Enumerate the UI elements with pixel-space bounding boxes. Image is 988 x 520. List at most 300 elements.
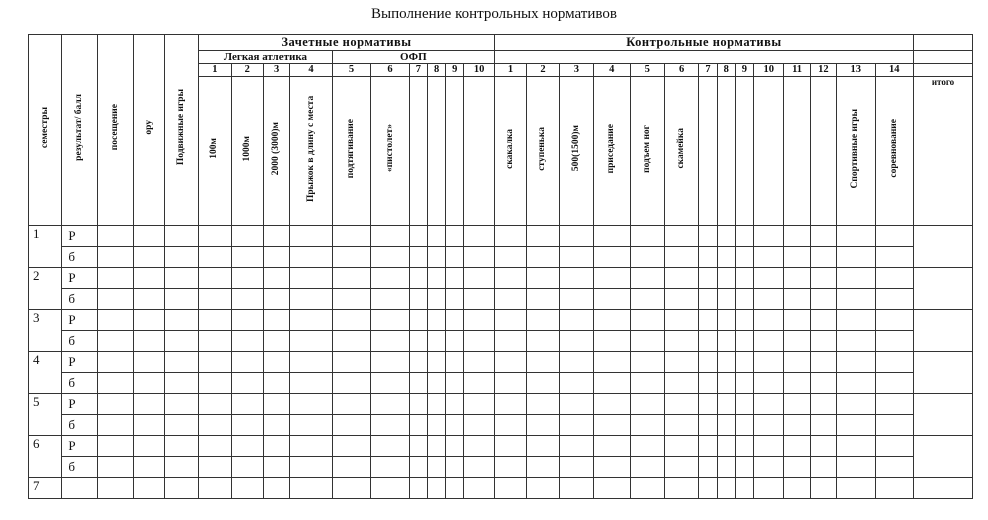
table-cell[interactable]: [409, 352, 427, 373]
table-cell[interactable]: [332, 415, 370, 436]
table-cell[interactable]: [717, 289, 735, 310]
table-cell[interactable]: [290, 331, 333, 352]
table-cell[interactable]: [134, 268, 164, 289]
table-cell[interactable]: [699, 394, 717, 415]
table-cell[interactable]: [875, 436, 913, 457]
table-cell[interactable]: [446, 268, 464, 289]
table-cell[interactable]: [199, 415, 231, 436]
table-cell[interactable]: [199, 289, 231, 310]
table-cell[interactable]: [97, 415, 133, 436]
table-cell[interactable]: [559, 478, 593, 499]
table-cell[interactable]: [594, 310, 630, 331]
table-cell[interactable]: [664, 373, 698, 394]
table-cell[interactable]: [784, 478, 810, 499]
table-cell[interactable]: [494, 289, 526, 310]
table-cell[interactable]: [837, 352, 875, 373]
table-cell[interactable]: [231, 478, 263, 499]
table-cell[interactable]: [735, 331, 753, 352]
total-cell[interactable]: [914, 352, 973, 394]
table-cell[interactable]: [446, 394, 464, 415]
table-cell[interactable]: [527, 373, 559, 394]
table-cell[interactable]: [837, 331, 875, 352]
table-cell[interactable]: [371, 415, 409, 436]
table-cell[interactable]: [494, 247, 526, 268]
table-cell[interactable]: [664, 415, 698, 436]
table-cell[interactable]: [699, 289, 717, 310]
table-cell[interactable]: [494, 352, 526, 373]
table-cell[interactable]: [464, 247, 494, 268]
table-cell[interactable]: [784, 352, 810, 373]
table-cell[interactable]: [263, 289, 289, 310]
table-cell[interactable]: [527, 289, 559, 310]
table-cell[interactable]: [97, 247, 133, 268]
table-cell[interactable]: [97, 268, 133, 289]
table-cell[interactable]: [97, 331, 133, 352]
table-cell[interactable]: [371, 478, 409, 499]
table-cell[interactable]: [332, 226, 370, 247]
table-cell[interactable]: [735, 415, 753, 436]
table-cell[interactable]: [559, 352, 593, 373]
table-cell[interactable]: [231, 289, 263, 310]
table-cell[interactable]: [717, 457, 735, 478]
table-cell[interactable]: [263, 226, 289, 247]
table-cell[interactable]: [594, 331, 630, 352]
table-cell[interactable]: [594, 394, 630, 415]
table-cell[interactable]: [754, 226, 784, 247]
table-cell[interactable]: [409, 436, 427, 457]
table-cell[interactable]: [784, 247, 810, 268]
table-cell[interactable]: [332, 268, 370, 289]
table-cell[interactable]: [231, 247, 263, 268]
table-cell[interactable]: [717, 478, 735, 499]
table-cell[interactable]: [664, 352, 698, 373]
table-cell[interactable]: [164, 352, 198, 373]
table-cell[interactable]: [735, 268, 753, 289]
table-cell[interactable]: [199, 373, 231, 394]
table-cell[interactable]: [371, 310, 409, 331]
table-cell[interactable]: [810, 478, 836, 499]
table-cell[interactable]: [559, 310, 593, 331]
table-cell[interactable]: [664, 436, 698, 457]
table-cell[interactable]: [427, 415, 445, 436]
table-cell[interactable]: [464, 331, 494, 352]
table-cell[interactable]: [134, 289, 164, 310]
table-cell[interactable]: [754, 394, 784, 415]
table-cell[interactable]: [875, 268, 913, 289]
table-cell[interactable]: [784, 331, 810, 352]
table-cell[interactable]: [754, 247, 784, 268]
table-cell[interactable]: [594, 415, 630, 436]
table-cell[interactable]: [427, 352, 445, 373]
table-cell[interactable]: [263, 478, 289, 499]
table-cell[interactable]: [164, 247, 198, 268]
table-cell[interactable]: [699, 373, 717, 394]
table-cell[interactable]: [754, 352, 784, 373]
table-cell[interactable]: [290, 310, 333, 331]
table-cell[interactable]: [754, 478, 784, 499]
table-cell[interactable]: [875, 289, 913, 310]
table-cell[interactable]: [464, 415, 494, 436]
table-cell[interactable]: [754, 415, 784, 436]
table-cell[interactable]: [664, 331, 698, 352]
table-cell[interactable]: [290, 226, 333, 247]
table-cell[interactable]: [837, 394, 875, 415]
table-cell[interactable]: [409, 415, 427, 436]
table-cell[interactable]: [164, 394, 198, 415]
table-cell[interactable]: [134, 352, 164, 373]
table-cell[interactable]: [559, 247, 593, 268]
table-cell[interactable]: [717, 415, 735, 436]
table-cell[interactable]: [409, 331, 427, 352]
table-cell[interactable]: [134, 457, 164, 478]
table-cell[interactable]: [290, 415, 333, 436]
table-cell[interactable]: [332, 352, 370, 373]
table-cell[interactable]: [630, 373, 664, 394]
table-cell[interactable]: [754, 436, 784, 457]
table-cell[interactable]: [717, 268, 735, 289]
table-cell[interactable]: [134, 394, 164, 415]
table-cell[interactable]: [735, 289, 753, 310]
table-cell[interactable]: [494, 268, 526, 289]
table-cell[interactable]: [409, 310, 427, 331]
table-cell[interactable]: [875, 478, 913, 499]
table-cell[interactable]: [199, 268, 231, 289]
table-cell[interactable]: [231, 415, 263, 436]
table-cell[interactable]: [409, 373, 427, 394]
table-cell[interactable]: [464, 289, 494, 310]
table-cell[interactable]: [735, 436, 753, 457]
table-cell[interactable]: [810, 268, 836, 289]
total-cell[interactable]: [914, 394, 973, 436]
table-cell[interactable]: [837, 478, 875, 499]
table-cell[interactable]: [494, 436, 526, 457]
table-cell[interactable]: [559, 415, 593, 436]
table-cell[interactable]: [559, 436, 593, 457]
table-cell[interactable]: [810, 310, 836, 331]
table-cell[interactable]: [464, 373, 494, 394]
table-cell[interactable]: [754, 373, 784, 394]
table-cell[interactable]: [427, 373, 445, 394]
table-cell[interactable]: [231, 394, 263, 415]
table-cell[interactable]: [164, 268, 198, 289]
table-cell[interactable]: [464, 436, 494, 457]
table-cell[interactable]: [134, 478, 164, 499]
table-cell[interactable]: [290, 247, 333, 268]
table-cell[interactable]: [784, 373, 810, 394]
table-cell[interactable]: [754, 457, 784, 478]
table-cell[interactable]: [134, 436, 164, 457]
table-cell[interactable]: [527, 436, 559, 457]
table-cell[interactable]: [875, 226, 913, 247]
table-cell[interactable]: [164, 373, 198, 394]
table-cell[interactable]: [594, 247, 630, 268]
table-cell[interactable]: [594, 373, 630, 394]
table-cell[interactable]: [810, 415, 836, 436]
table-cell[interactable]: [427, 289, 445, 310]
table-cell[interactable]: [199, 478, 231, 499]
table-cell[interactable]: [527, 247, 559, 268]
table-cell[interactable]: [784, 457, 810, 478]
table-cell[interactable]: [97, 394, 133, 415]
table-cell[interactable]: [630, 478, 664, 499]
table-cell[interactable]: [630, 310, 664, 331]
table-cell[interactable]: [875, 247, 913, 268]
table-cell[interactable]: [784, 310, 810, 331]
table-cell[interactable]: [699, 478, 717, 499]
table-cell[interactable]: [263, 352, 289, 373]
table-cell[interactable]: [97, 478, 133, 499]
table-cell[interactable]: [427, 331, 445, 352]
table-cell[interactable]: [164, 478, 198, 499]
table-cell[interactable]: [699, 457, 717, 478]
table-cell[interactable]: [164, 331, 198, 352]
table-cell[interactable]: [164, 415, 198, 436]
table-cell[interactable]: [875, 331, 913, 352]
table-cell[interactable]: [231, 436, 263, 457]
table-cell[interactable]: [594, 352, 630, 373]
table-cell[interactable]: [630, 457, 664, 478]
table-cell[interactable]: [717, 226, 735, 247]
table-cell[interactable]: [559, 331, 593, 352]
table-cell[interactable]: [875, 352, 913, 373]
table-cell[interactable]: [594, 226, 630, 247]
table-cell[interactable]: [527, 478, 559, 499]
table-cell[interactable]: [199, 394, 231, 415]
table-cell[interactable]: [263, 247, 289, 268]
table-cell[interactable]: [134, 373, 164, 394]
table-cell[interactable]: [134, 310, 164, 331]
table-cell[interactable]: [371, 436, 409, 457]
table-cell[interactable]: [231, 268, 263, 289]
table-cell[interactable]: [332, 373, 370, 394]
table-cell[interactable]: [371, 289, 409, 310]
table-cell[interactable]: [409, 394, 427, 415]
table-cell[interactable]: [290, 352, 333, 373]
table-cell[interactable]: [427, 436, 445, 457]
table-cell[interactable]: [527, 226, 559, 247]
table-cell[interactable]: [630, 226, 664, 247]
table-cell[interactable]: [199, 352, 231, 373]
table-cell[interactable]: [231, 352, 263, 373]
table-cell[interactable]: [699, 247, 717, 268]
table-cell[interactable]: [164, 226, 198, 247]
table-cell[interactable]: [810, 226, 836, 247]
table-cell[interactable]: [446, 226, 464, 247]
table-cell[interactable]: [717, 247, 735, 268]
table-cell[interactable]: [464, 352, 494, 373]
table-cell[interactable]: [594, 289, 630, 310]
table-cell[interactable]: [199, 436, 231, 457]
table-cell[interactable]: [810, 373, 836, 394]
table-cell[interactable]: [527, 310, 559, 331]
table-cell[interactable]: [754, 268, 784, 289]
table-cell[interactable]: [290, 478, 333, 499]
table-cell[interactable]: [446, 373, 464, 394]
table-cell[interactable]: [735, 478, 753, 499]
table-cell[interactable]: [97, 436, 133, 457]
table-cell[interactable]: [371, 352, 409, 373]
table-cell[interactable]: [427, 310, 445, 331]
table-cell[interactable]: [134, 415, 164, 436]
table-cell[interactable]: [97, 373, 133, 394]
table-cell[interactable]: [464, 394, 494, 415]
table-cell[interactable]: [527, 415, 559, 436]
table-cell[interactable]: [664, 289, 698, 310]
table-cell[interactable]: [810, 457, 836, 478]
table-cell[interactable]: [371, 247, 409, 268]
table-cell[interactable]: [494, 310, 526, 331]
table-cell[interactable]: [717, 436, 735, 457]
table-cell[interactable]: [699, 415, 717, 436]
table-cell[interactable]: [810, 289, 836, 310]
table-cell[interactable]: [754, 331, 784, 352]
table-cell[interactable]: [784, 415, 810, 436]
table-cell[interactable]: [164, 457, 198, 478]
table-cell[interactable]: [332, 289, 370, 310]
table-cell[interactable]: [446, 289, 464, 310]
table-cell[interactable]: [199, 457, 231, 478]
table-cell[interactable]: [699, 436, 717, 457]
table-cell[interactable]: [527, 394, 559, 415]
table-cell[interactable]: [371, 331, 409, 352]
table-cell[interactable]: [332, 394, 370, 415]
table-cell[interactable]: [231, 310, 263, 331]
table-cell[interactable]: [446, 352, 464, 373]
table-cell[interactable]: [494, 331, 526, 352]
table-cell[interactable]: [263, 436, 289, 457]
table-cell[interactable]: [263, 373, 289, 394]
table-cell[interactable]: [810, 436, 836, 457]
table-cell[interactable]: [559, 394, 593, 415]
table-cell[interactable]: [810, 352, 836, 373]
table-cell[interactable]: [630, 268, 664, 289]
table-cell[interactable]: [97, 226, 133, 247]
table-cell[interactable]: [464, 268, 494, 289]
table-cell[interactable]: [837, 268, 875, 289]
table-cell[interactable]: [837, 415, 875, 436]
table-cell[interactable]: [427, 226, 445, 247]
table-cell[interactable]: [810, 247, 836, 268]
table-cell[interactable]: [837, 226, 875, 247]
table-cell[interactable]: [664, 394, 698, 415]
table-cell[interactable]: [754, 289, 784, 310]
table-cell[interactable]: [699, 268, 717, 289]
table-cell[interactable]: [559, 226, 593, 247]
table-cell[interactable]: [717, 394, 735, 415]
table-cell[interactable]: [409, 268, 427, 289]
table-cell[interactable]: [875, 373, 913, 394]
table-cell[interactable]: [875, 457, 913, 478]
table-cell[interactable]: [446, 310, 464, 331]
table-cell[interactable]: [630, 415, 664, 436]
table-cell[interactable]: [699, 226, 717, 247]
table-cell[interactable]: [446, 415, 464, 436]
table-cell[interactable]: [559, 268, 593, 289]
table-cell[interactable]: [263, 394, 289, 415]
table-cell[interactable]: [717, 352, 735, 373]
total-cell[interactable]: [914, 268, 973, 310]
table-cell[interactable]: [427, 394, 445, 415]
table-cell[interactable]: [735, 352, 753, 373]
table-cell[interactable]: [630, 247, 664, 268]
table-cell[interactable]: [699, 352, 717, 373]
table-cell[interactable]: [371, 457, 409, 478]
table-cell[interactable]: [332, 457, 370, 478]
table-cell[interactable]: [263, 457, 289, 478]
table-cell[interactable]: [427, 457, 445, 478]
table-cell[interactable]: [199, 226, 231, 247]
table-cell[interactable]: [664, 478, 698, 499]
table-cell[interactable]: [784, 268, 810, 289]
table-cell[interactable]: [427, 268, 445, 289]
table-cell[interactable]: [699, 310, 717, 331]
table-cell[interactable]: [754, 310, 784, 331]
table-cell[interactable]: [810, 331, 836, 352]
table-cell[interactable]: [735, 226, 753, 247]
total-cell[interactable]: [914, 226, 973, 268]
table-cell[interactable]: [464, 226, 494, 247]
table-cell[interactable]: [97, 289, 133, 310]
table-cell[interactable]: [290, 289, 333, 310]
table-cell[interactable]: [263, 331, 289, 352]
table-cell[interactable]: [409, 478, 427, 499]
table-cell[interactable]: [231, 226, 263, 247]
table-cell[interactable]: [837, 247, 875, 268]
table-cell[interactable]: [446, 247, 464, 268]
table-cell[interactable]: [494, 373, 526, 394]
table-cell[interactable]: [332, 331, 370, 352]
table-cell[interactable]: [837, 289, 875, 310]
table-cell[interactable]: [409, 226, 427, 247]
table-cell[interactable]: [290, 457, 333, 478]
table-cell[interactable]: [371, 373, 409, 394]
table-cell[interactable]: [290, 436, 333, 457]
table-cell[interactable]: [735, 457, 753, 478]
table-cell[interactable]: [290, 394, 333, 415]
table-cell[interactable]: [464, 457, 494, 478]
table-cell[interactable]: [164, 436, 198, 457]
table-cell[interactable]: [875, 415, 913, 436]
total-cell[interactable]: [914, 310, 973, 352]
table-cell[interactable]: [134, 226, 164, 247]
table-cell[interactable]: [427, 478, 445, 499]
table-cell[interactable]: [837, 373, 875, 394]
table-cell[interactable]: [134, 331, 164, 352]
table-cell[interactable]: [164, 289, 198, 310]
table-cell[interactable]: [371, 268, 409, 289]
table-cell[interactable]: [332, 436, 370, 457]
table-cell[interactable]: [527, 457, 559, 478]
table-cell[interactable]: [784, 289, 810, 310]
total-cell[interactable]: [914, 436, 973, 478]
table-cell[interactable]: [263, 415, 289, 436]
table-cell[interactable]: [837, 436, 875, 457]
table-cell[interactable]: [717, 331, 735, 352]
table-cell[interactable]: [875, 310, 913, 331]
table-cell[interactable]: [494, 415, 526, 436]
table-cell[interactable]: [594, 268, 630, 289]
table-cell[interactable]: [527, 268, 559, 289]
table-cell[interactable]: [446, 457, 464, 478]
table-cell[interactable]: [664, 268, 698, 289]
total-cell[interactable]: [914, 478, 973, 499]
table-cell[interactable]: [594, 478, 630, 499]
table-cell[interactable]: [199, 247, 231, 268]
table-cell[interactable]: [559, 457, 593, 478]
table-cell[interactable]: [735, 247, 753, 268]
table-cell[interactable]: [446, 436, 464, 457]
table-cell[interactable]: [717, 373, 735, 394]
